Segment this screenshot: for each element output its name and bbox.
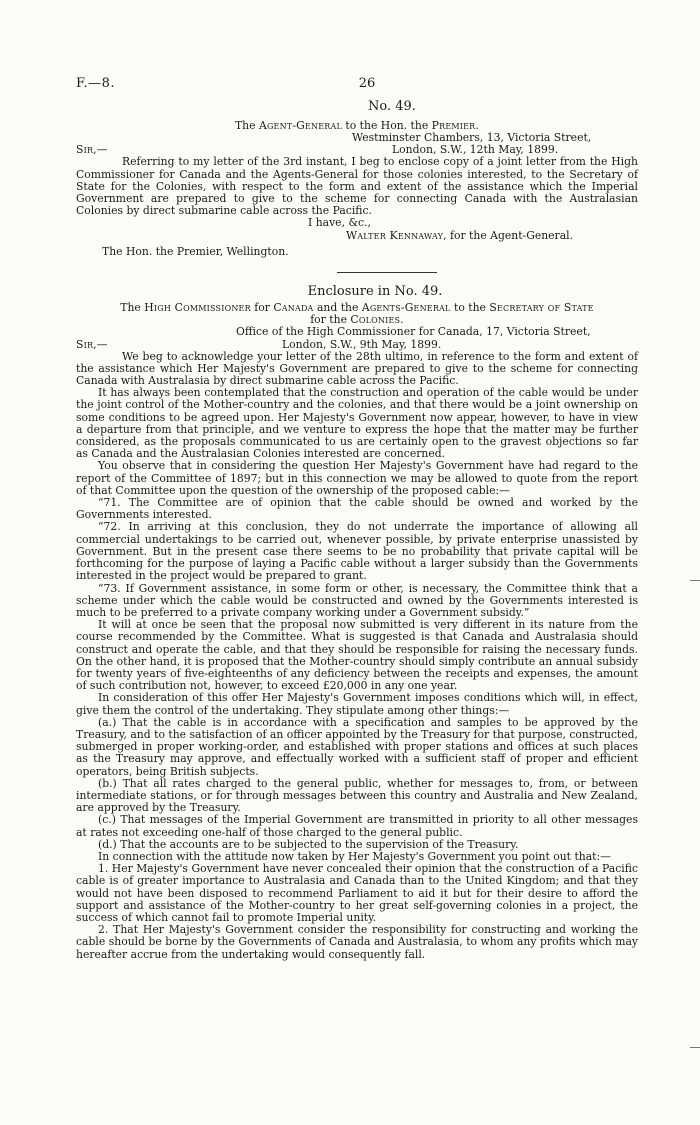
enclosure-heading: The High Commissioner for Canada and the Agents-General to the Secretary of State bbox=[120, 301, 594, 315]
enclosure-quote-paragraph: “72. In arriving at this conclusion, they do not underrate the importance of allowing all commercial undertakings to be carried out, whenever possible, by private enterprise unassisted by Government. But in the present case there seems to be no probability that private capital will be forthcoming for the purpose of laying a Pacific cable without a larger subsidy than the Governments interested in the project would be prepared to grant. bbox=[76, 520, 638, 583]
enclosure-paragraph: In connection with the attitude now taken by Her Majesty's Government you point out that:— bbox=[98, 849, 611, 863]
enclosure-paragraph: It will at once be seen that the proposal now submitted is very different in its nature from the course recommended by the Committee. What is suggested is that Canada and Australasia should construct and operate the cable, and that they should be responsible for raising the necessary funds. On the other hand, it is proposed that the Mother-country should simply contribute an annual subsidy for twenty years of five-eighteenths of any deficiency between the receipts and expenses, the amount of such contribution not, however, to exceed £20,000 in any one year. bbox=[76, 618, 638, 693]
letter-closing: I have, &c., bbox=[308, 216, 371, 230]
enclosure-paragraph: It has always been contemplated that the construction and operation of the cable would be under the joint control of the Mother-country and the colonies, and that there would be a joint ownership on some conditions to be agreed upon. Her Majesty's Government now appear, however, to have in view a departure from that principle, and we venture to express the hope that the matter may be further considered, as the proposals communicated to us are certainly open to the gravest objections so far as Canada and the Australasian Colonies interested are concerned. bbox=[76, 386, 638, 461]
page-content bbox=[76, 100, 638, 961]
letter-address-line2: London, S.W., 12th May, 1899. bbox=[392, 143, 559, 157]
enclosure-condition-item: (a.) That the cable is in accordance with a specification and samples to be approved by the Treasury, and to the satisfaction of an officer appointed by the Treasury for that purpose, constructed, submerged in proper working-order, and established with proper stations and offices at such places as the Treasury may approve, and effectually worked with a sufficient staff of proper and efficient operators, being British subjects. bbox=[76, 715, 638, 778]
enclosure-heading-line2: for the Colonies. bbox=[310, 313, 404, 327]
enclosure-quote-paragraph: “73. If Government assistance, in some form or other, is necessary, the Committee think that a scheme under which the cable would be constructed and owned by the Governments interested is much to be preferred to a private company working under a Government subsidy.” bbox=[76, 581, 638, 619]
letter-recipient: The Hon. the Premier, Wellington. bbox=[102, 244, 289, 258]
margin-mark bbox=[690, 580, 700, 581]
page-header bbox=[76, 78, 638, 92]
letter-address-line1: Westminster Chambers, 13, Victoria Street, bbox=[352, 131, 592, 145]
letter-heading: The Agent-General to the Hon. the Premier. bbox=[234, 119, 480, 132]
enclosure-title: Enclosure in No. 49. bbox=[307, 284, 443, 300]
enclosure-salutation: Sir,— bbox=[76, 337, 108, 351]
enclosure-salutation-row bbox=[76, 339, 638, 351]
enclosure-paragraph: We beg to acknowledge your letter of the 28th ultimo, in reference to the form and extent of the assistance which Her Majesty's Government are prepared to give to the scheme for connecting Canada with Australasia by direct submarine cable across the Pacific. bbox=[76, 349, 638, 388]
section-divider bbox=[337, 272, 437, 273]
enclosure-paragraph: You observe that in considering the question Her Majesty's Government have had regard to the report of the Committee of 1897; but in this connection we may be allowed to quote from the report of that Committee upon the question of the ownership of the proposed cable:— bbox=[76, 459, 638, 497]
enclosure-condition-item: (b.) That all rates charged to the general public, whether for messages to, from, or between intermediate stations, or for through messages between this country and Australia and New Zealand, are approved by the Treasury. bbox=[76, 776, 638, 815]
letter-number: No. 49. bbox=[368, 99, 416, 114]
letter-signature: Walter Kennaway, for the Agent-General. bbox=[346, 228, 574, 242]
enclosure-paragraph: In consideration of this offer Her Majesty's Government imposes conditions which will, in effect, give them the control of the undertaking. They stipulate among other things:— bbox=[76, 691, 638, 717]
enclosure-quote-paragraph: “71. The Committee are of opinion that the cable should be owned and worked by the Governments interested. bbox=[76, 496, 638, 522]
margin-mark bbox=[690, 1047, 700, 1048]
enclosure-numbered-item: 1. Her Majesty's Government have never concealed their opinion that the construction of a Pacific cable is of greater importance to Australasia and Canada than to the United Kingdom; and that they would not have been disposed to recommend Parliament to aid it but for their desire to afford the support and assistance of the Mother-country to her great self-governing colonies in a project, the success of which cannot fail to promote Imperial unity. bbox=[76, 862, 638, 924]
enclosure-condition-item: (d.) That the accounts are to be subjected to the supervision of the Treasury. bbox=[98, 837, 519, 851]
paper-reference: F.—8. bbox=[76, 76, 116, 91]
enclosure-condition-item: (c.) That messages of the Imperial Government are transmitted in priority to all other messages at rates not exceeding one-half of those charged to the general public. bbox=[76, 813, 638, 839]
enclosure-address-line1: Office of the High Commissioner for Canada, 17, Victoria Street, bbox=[236, 325, 591, 339]
enclosure-numbered-item: 2. That Her Majesty's Government consider the responsibility for constructing and working the cable should be borne by the Governments of Canada and Australasia, to whom any profits which may hereafter accrue from the undertaking would consequently fall. bbox=[76, 923, 638, 961]
letter-body: Referring to my letter of the 3rd instant, I beg to enclose copy of a joint letter from the High Commissioner for Canada and the Agents-General for those colonies interested, to the Secretary of State for the Colonies, with respect to the form and extent of the assistance which the Imperial Government are prepared to give to the scheme for connecting Canada with the Australasian Colonies by direct submarine cable across the Pacific. bbox=[76, 155, 638, 218]
page-number: 26 bbox=[358, 76, 376, 91]
enclosure-address-line2: London, S.W., 9th May, 1899. bbox=[282, 337, 442, 351]
letter-salutation: Sir,— bbox=[76, 143, 108, 157]
letter-salutation-row bbox=[76, 144, 638, 156]
